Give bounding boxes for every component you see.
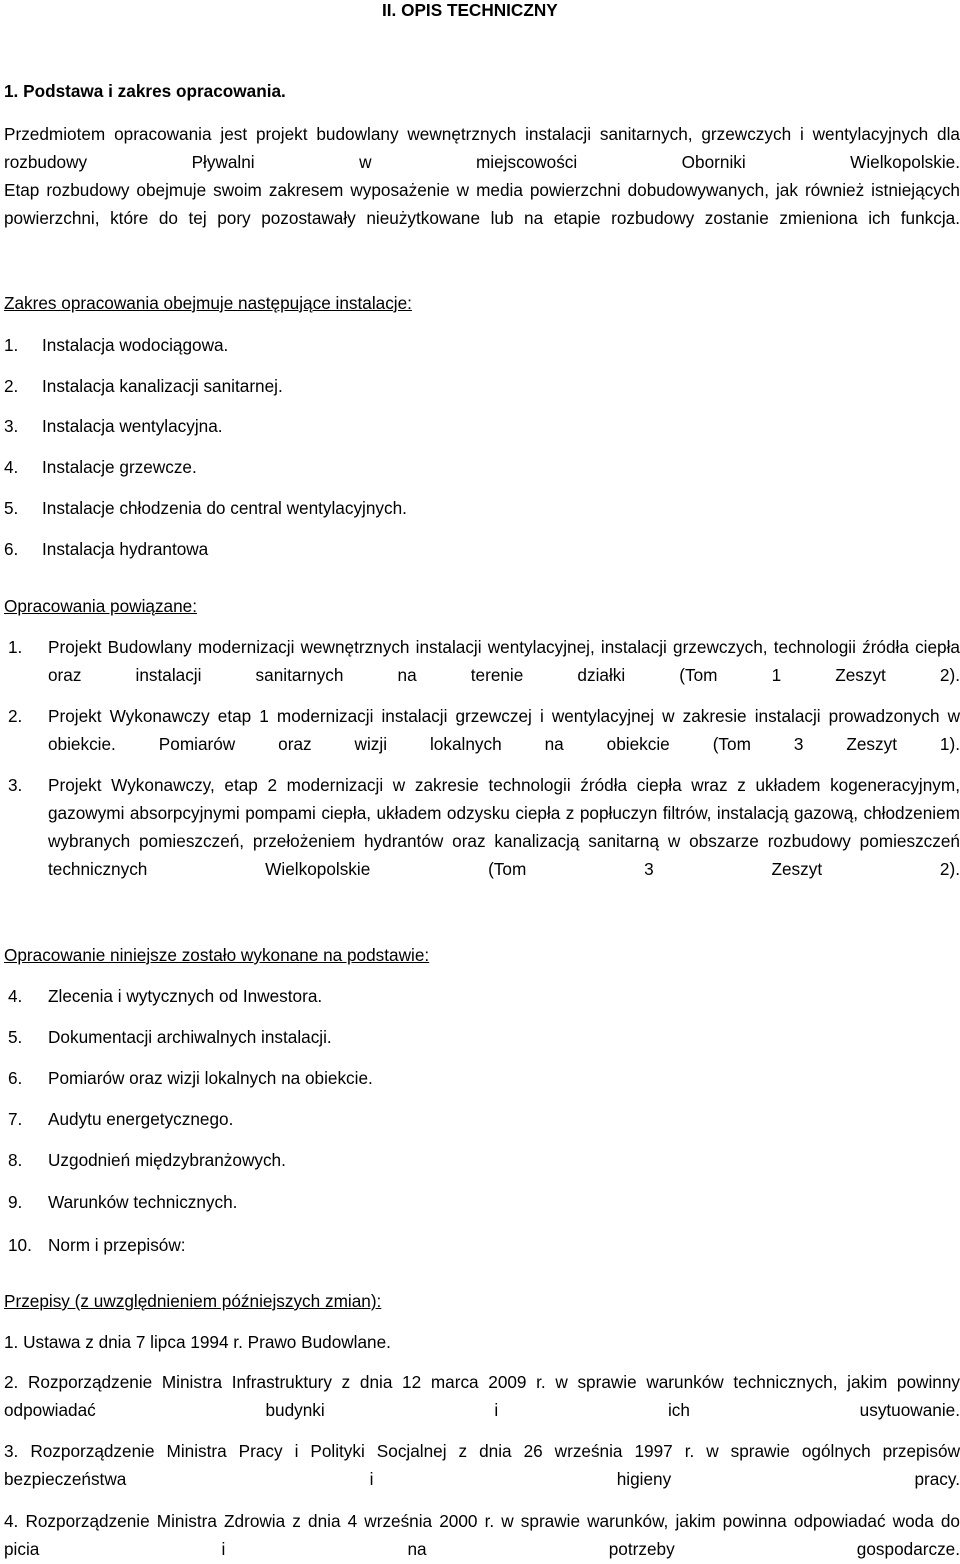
- list-item: 4. Rozporządzenie Ministra Zdrowia z dnia 4 września 2000 r. w sprawie warunków, jakim powinna odpowiadać woda do picia i na potrzeby gospodarcze.: [4, 1511, 960, 1559]
- list-item-number: 10.: [8, 1235, 32, 1255]
- scope-heading: Zakres opracowania obejmuje następujące instalacje:: [4, 293, 412, 313]
- list-item: Projekt Wykonawczy etap 1 modernizacji instalacji grzewczej i wentylacyjnej w zakresie instalacji prowadzonych w obiekcie. Pomiarów oraz wizji lokalnych na obiekcie (Tom 3 Zeszyt 1).: [48, 706, 960, 754]
- list-item: 2. Rozporządzenie Ministra Infrastruktury z dnia 12 marca 2009 r. w sprawie warunków technicznych, jakim powinny odpowiadać budynki i ich usytuowanie.: [4, 1372, 960, 1420]
- list-item-number: 3.: [4, 416, 19, 436]
- section-title: II. OPIS TECHNICZNY: [382, 0, 558, 20]
- list-item: Instalacja wodociągowa.: [42, 335, 229, 355]
- list-item: Instalacja wentylacyjna.: [42, 416, 223, 436]
- list-item-number: 5.: [8, 1027, 23, 1047]
- list-item-number: 7.: [8, 1109, 23, 1129]
- list-item-number: 4.: [4, 457, 19, 477]
- list-item: Dokumentacji archiwalnych instalacji.: [48, 1027, 332, 1047]
- list-item-number: 2.: [4, 376, 19, 396]
- list-item-number: 1.: [4, 335, 19, 355]
- list-item-number: 9.: [8, 1192, 23, 1212]
- intro-paragraph-2: Etap rozbudowy obejmuje swoim zakresem wyposażenie w media powierzchni dobudowywanych, jak również istniejących powierzchni, które do tej pory pozostawały nieużytkowane lub na etapie rozbudowy zostanie zmieniona ich funkcja.: [4, 180, 960, 228]
- list-item: Instalacja kanalizacji sanitarnej.: [42, 376, 283, 396]
- list-item-number: 6.: [4, 539, 19, 559]
- list-item: Instalacje grzewcze.: [42, 457, 197, 477]
- regulations-heading: Przepisy (z uwzględnieniem późniejszych zmian):: [4, 1291, 382, 1311]
- list-item-number: 2.: [8, 706, 23, 726]
- list-item-number: 6.: [8, 1068, 23, 1088]
- related-heading: Opracowania powiązane:: [4, 596, 197, 616]
- list-item: Projekt Wykonawczy, etap 2 modernizacji w zakresie technologii źródła ciepła wraz z układem kogeneracyjnym, gazowymi absorpcyjnymi pompami ciepła, układem odzysku ciepła z popłuczyn filtrów, instalacją gazową, chłodzeniem wybranych pomieszczeń, przełożeniem hydrantów oraz kanalizacją sanitarną w obszarze rozbudowy pomieszczeń technicznych Wielkopolskie (Tom 3 Zeszyt 2).: [48, 775, 960, 879]
- list-item: 3. Rozporządzenie Ministra Pracy i Polityki Socjalnej z dnia 26 września 1997 r. w sprawie ogólnych przepisów bezpieczeństwa i higieny pracy.: [4, 1441, 960, 1489]
- list-item: Warunków technicznych.: [48, 1192, 238, 1212]
- list-item: Norm i przepisów:: [48, 1235, 186, 1255]
- list-item: 1. Ustawa z dnia 7 lipca 1994 r. Prawo Budowlane.: [4, 1332, 391, 1352]
- list-item: Instalacje chłodzenia do central wentylacyjnych.: [42, 498, 407, 518]
- list-item: Instalacja hydrantowa: [42, 539, 209, 559]
- list-item: Uzgodnień międzybranżowych.: [48, 1150, 286, 1170]
- list-item-number: 5.: [4, 498, 19, 518]
- list-item-number: 8.: [8, 1150, 23, 1170]
- list-item-number: 4.: [8, 986, 23, 1006]
- list-item-number: 3.: [8, 775, 23, 795]
- list-item: Pomiarów oraz wizji lokalnych na obiekcie.: [48, 1068, 373, 1088]
- subsection-title: 1. Podstawa i zakres opracowania.: [4, 81, 286, 101]
- list-item: Projekt Budowlany modernizacji wewnętrznych instalacji wentylacyjnej, instalacji grzewczych, technologii źródła ciepła oraz instalacji sanitarnych na terenie działki (Tom 1 Zeszyt 2).: [48, 637, 960, 685]
- list-item: Audytu energetycznego.: [48, 1109, 234, 1129]
- list-item: Zlecenia i wytycznych od Inwestora.: [48, 986, 323, 1006]
- list-item-number: 1.: [8, 637, 23, 657]
- intro-paragraph-1: Przedmiotem opracowania jest projekt budowlany wewnętrznych instalacji sanitarnych, grzewczych i wentylacyjnych dla rozbudowy Pływalni w miejscowości Oborniki Wielkopolskie.: [4, 124, 960, 172]
- basis-heading: Opracowanie niniejsze zostało wykonane na podstawie:: [4, 945, 430, 965]
